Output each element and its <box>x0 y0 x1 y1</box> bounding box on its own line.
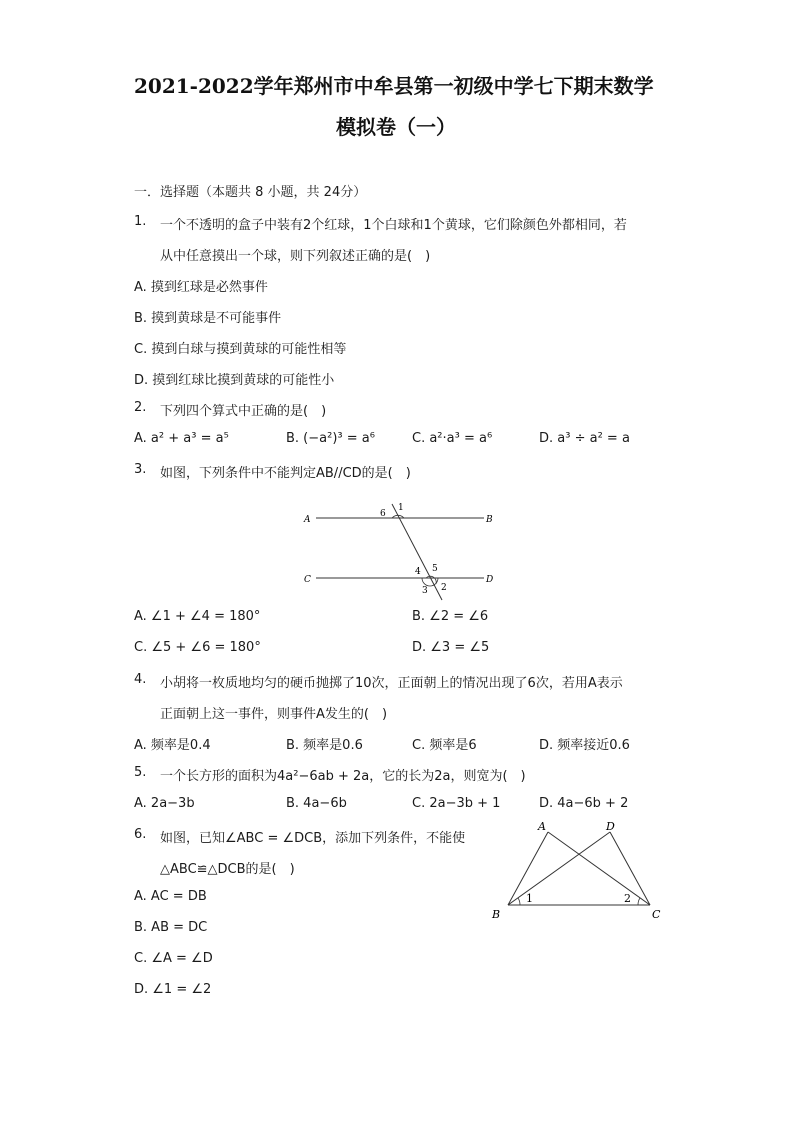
q4-option-c: C. 频率是6 <box>412 738 477 753</box>
q2-option-d: D. a³ ÷ a² = a <box>539 431 630 446</box>
point-a-label: A <box>304 515 311 525</box>
q3-option-b: B. ∠2 = ∠6 <box>412 609 489 624</box>
q5-option-c: C. 2a−3b + 1 <box>412 796 501 811</box>
q5-option-d: D. 4a−6b + 2 <box>539 796 629 811</box>
q5-option-a: A. 2a−3b <box>134 796 195 811</box>
q4-stem-line1: 小胡将一枚质地均匀的硬币抛掷了10次，正面朝上的情况出现了6次，若用A表示 <box>160 676 623 691</box>
q1-stem-line2: 从中任意摸出一个球，则下列叙述正确的是( ) <box>160 249 431 264</box>
section-heading: 一．选择题（本题共 8 小题，共 24分） <box>134 185 367 200</box>
q6-number: 6. <box>134 827 147 842</box>
point-a-label: A <box>538 820 546 833</box>
q6-option-b: B. AB = DC <box>134 920 208 935</box>
q5-stem: 一个长方形的面积为4a²−6ab + 2a，它的长为2a，则宽为( ) <box>160 769 526 784</box>
segment-ac <box>548 832 650 905</box>
page-title-line1: 2021-2022学年郑州市中牟县第一初级中学七下期末数学 <box>134 74 654 98</box>
q6-option-c: C. ∠A = ∠D <box>134 951 213 966</box>
q1-option-a: A. 摸到红球是必然事件 <box>134 280 268 295</box>
point-d-label: D <box>486 575 494 585</box>
q4-number: 4. <box>134 672 147 687</box>
angle-6-label: 6 <box>380 509 386 519</box>
q1-option-b: B. 摸到黄球是不可能事件 <box>134 311 282 326</box>
q6-option-a: A. AC = DB <box>134 889 207 904</box>
q2-number: 2. <box>134 400 147 415</box>
angle-3-label: 3 <box>422 586 428 596</box>
segment-db <box>508 832 610 905</box>
q5-number: 5. <box>134 765 147 780</box>
q2-stem: 下列四个算式中正确的是( ) <box>160 404 327 419</box>
point-b-label: B <box>486 515 493 525</box>
angle-4-label: 4 <box>415 567 421 577</box>
angle-1-label: 1 <box>526 892 533 905</box>
q3-parallel-lines-figure <box>296 496 506 606</box>
q1-option-c: C. 摸到白球与摸到黄球的可能性相等 <box>134 342 347 357</box>
angle-2-label: 2 <box>624 892 631 905</box>
q4-option-d: D. 频率接近0.6 <box>539 738 630 753</box>
point-c-label: C <box>304 575 311 585</box>
q4-option-b: B. 频率是0.6 <box>286 738 363 753</box>
q4-option-a: A. 频率是0.4 <box>134 738 211 753</box>
q1-number: 1. <box>134 214 147 229</box>
q6-stem-line1: 如图，已知∠ABC = ∠DCB，添加下列条件，不能使 <box>160 831 466 846</box>
point-d-label: D <box>606 820 615 833</box>
angle-1-label: 1 <box>398 503 404 513</box>
q4-stem-line2: 正面朝上这一事件，则事件A发生的( ) <box>160 707 388 722</box>
q3-stem: 如图，下列条件中不能判定AB//CD的是( ) <box>160 466 411 481</box>
q6-stem-line2: △ABC≌△DCB的是( ) <box>160 862 295 877</box>
point-c-label: C <box>652 908 661 921</box>
q3-option-d: D. ∠3 = ∠5 <box>412 640 490 655</box>
q6-triangles-figure <box>488 816 668 924</box>
angle-5-label: 5 <box>432 564 438 574</box>
angle-2-label: 2 <box>441 583 447 593</box>
q1-option-d: D. 摸到红球比摸到黄球的可能性小 <box>134 373 335 388</box>
angle-1-arc <box>518 898 520 905</box>
q1-stem-line1: 一个不透明的盒子中装有2个红球，1个白球和1个黄球，它们除颜色外都相同，若 <box>160 218 627 233</box>
point-b-label: B <box>492 908 501 921</box>
q2-option-c: C. a²·a³ = a⁶ <box>412 431 493 446</box>
q3-option-c: C. ∠5 + ∠6 = 180° <box>134 640 261 655</box>
q3-number: 3. <box>134 462 147 477</box>
q2-option-a: A. a² + a³ = a⁵ <box>134 431 229 446</box>
q5-option-b: B. 4a−6b <box>286 796 347 811</box>
q6-option-d: D. ∠1 = ∠2 <box>134 982 212 997</box>
page-title-line2: 模拟卷（一） <box>336 115 456 139</box>
q2-option-b: B. (−a²)³ = a⁶ <box>286 431 375 446</box>
q3-option-a: A. ∠1 + ∠4 = 180° <box>134 609 261 624</box>
angle-2-arc <box>638 898 640 905</box>
